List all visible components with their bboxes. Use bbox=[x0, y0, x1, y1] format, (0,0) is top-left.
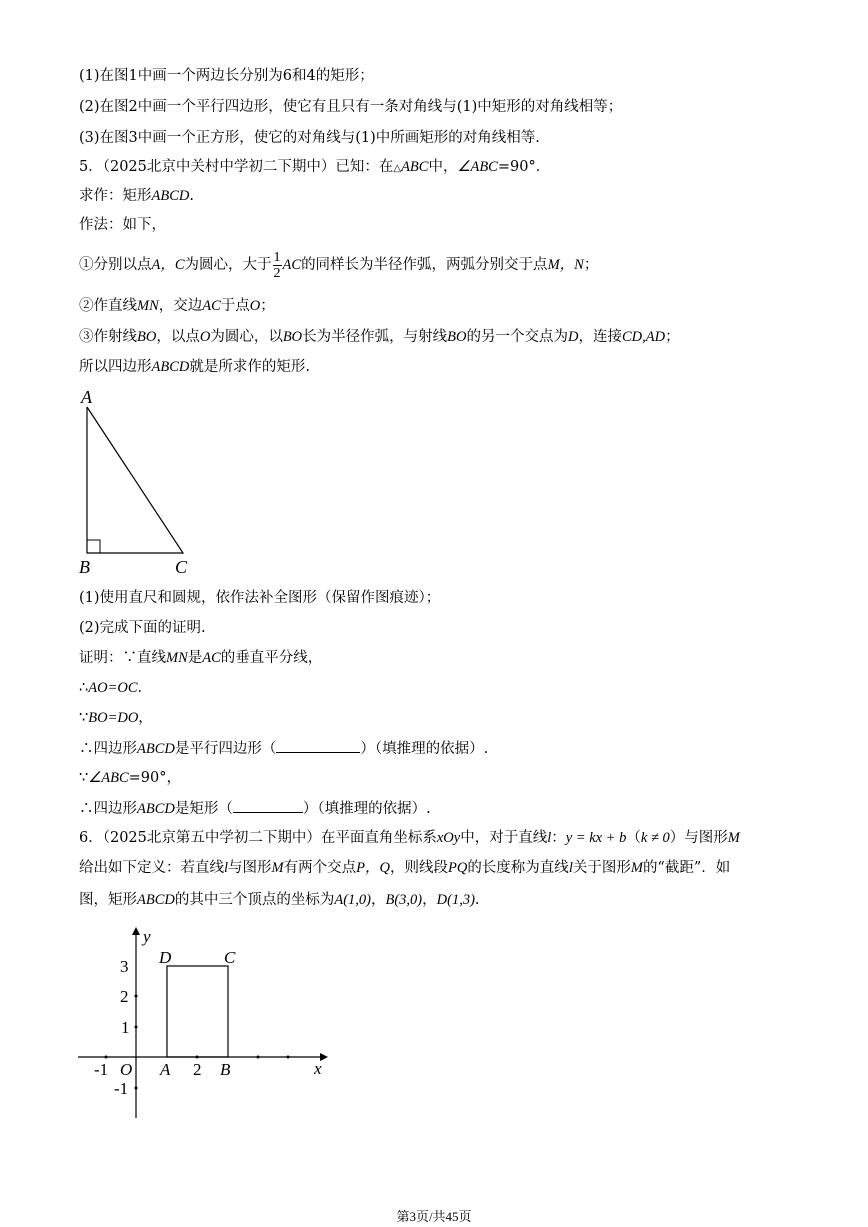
x-tick-label-2: 2 bbox=[193, 1060, 202, 1079]
y-tick-dot bbox=[135, 995, 138, 998]
y-tick-dot bbox=[135, 1087, 138, 1090]
y-tick-label-1: 1 bbox=[121, 1018, 130, 1037]
y-tick-label-2: 2 bbox=[120, 987, 129, 1006]
y-axis-arrow-icon bbox=[132, 927, 140, 935]
y-axis-label: y bbox=[143, 927, 151, 946]
q5-part-2: (2)完成下面的证明. bbox=[79, 620, 206, 636]
point-a-label: A bbox=[160, 1060, 171, 1079]
q6-line-2: 给出如下定义：若直线l与图形M有两个交点P，Q，则线段PQ的长度称为直线l关于图形M的“截距”．如 bbox=[79, 860, 731, 876]
q6-line-1: 6．（2025北京第五中学初二下期中）在平面直角坐标系xOy中，对于直线l：y = kx + b（k ≠ 0）与图形M bbox=[79, 830, 740, 846]
q4-part-1: (1)在图1中画一个两边长分别为6和4的矩形； bbox=[79, 68, 374, 84]
label-a: A bbox=[81, 387, 92, 407]
q5-ask: 求作：矩形ABCD. bbox=[79, 188, 194, 204]
page-footer: 第3页/共45页 bbox=[396, 1209, 472, 1224]
q5-header: 5．（2025北京中关村中学初二下期中）已知：在△ABC中，∠ABC=90°． bbox=[79, 159, 551, 175]
proof-line-2: ∴AO=OC． bbox=[79, 680, 152, 696]
y-tick-dot bbox=[135, 1026, 138, 1029]
proof-line-3: ∵BO=DO， bbox=[79, 710, 153, 726]
q5-step-2: ②作直线MN，交边AC于点O； bbox=[79, 298, 275, 314]
proof-line-6: ∴四边形ABCD是矩形（ ）（填推理的依据）. bbox=[79, 798, 431, 819]
coordinate-graph bbox=[70, 920, 340, 1125]
triangle-abc bbox=[87, 407, 183, 553]
triangle-figure bbox=[74, 385, 204, 580]
right-angle-mark bbox=[87, 540, 100, 553]
q4-part-2: (2)在图2中画一个平行四边形，使它有且只有一条对角线与(1)中矩形的对角线相等； bbox=[79, 99, 623, 115]
label-b: B bbox=[79, 557, 90, 577]
x-tick-dot bbox=[287, 1056, 290, 1059]
y-tick-label-3: 3 bbox=[120, 957, 129, 976]
point-d-label: D bbox=[159, 948, 172, 967]
q5-step-3: ③作射线BO，以点O为圆心，以BO长为半径作弧，与射线BO的另一个交点为D，连接CD,AD； bbox=[79, 329, 680, 345]
answer-blank-1[interactable] bbox=[276, 738, 360, 753]
q6-line-3: 图，矩形ABCD的其中三个顶点的坐标为A(1,0)，B(3,0)，D(1,3). bbox=[79, 892, 480, 908]
x-tick-dot bbox=[105, 1056, 108, 1059]
x-tick-dot bbox=[257, 1056, 260, 1059]
q4-part-3: (3)在图3中画一个正方形，使它的对角线与(1)中所画矩形的对角线相等. bbox=[79, 130, 540, 146]
label-c: C bbox=[175, 557, 188, 577]
proof-line-1: 证明：∵直线MN是AC的垂直平分线， bbox=[79, 650, 323, 666]
q5-step-1: ①分别以点A，C为圆心，大于 $\frac{1}{2}$ AC的同样长为半径作弧，两弧分别交于点M，N； bbox=[79, 249, 599, 281]
proof-line-5: ∵∠ABC=90°， bbox=[79, 770, 181, 786]
x-axis-label: x bbox=[314, 1059, 322, 1078]
point-b-label: B bbox=[220, 1060, 231, 1079]
proof-line-4: ∴四边形ABCD是平行四边形（ ）（填推理的依据）. bbox=[79, 738, 488, 759]
origin-label: O bbox=[120, 1060, 133, 1079]
answer-blank-2[interactable] bbox=[233, 798, 303, 813]
q5-conclusion: 所以四边形ABCD就是所求作的矩形. bbox=[79, 359, 310, 375]
fraction-one-half: $\frac{1}{2}$ bbox=[273, 249, 281, 281]
q5-part-1: (1)使用直尺和圆规，依作法补全图形（保留作图痕迹）； bbox=[79, 590, 441, 606]
point-c-label: C bbox=[224, 948, 236, 967]
q5-method: 作法：如下， bbox=[79, 217, 166, 233]
y-tick-label-neg1: -1 bbox=[114, 1079, 129, 1098]
x-tick-label-neg1: -1 bbox=[94, 1060, 109, 1079]
rectangle-abcd bbox=[167, 966, 228, 1057]
